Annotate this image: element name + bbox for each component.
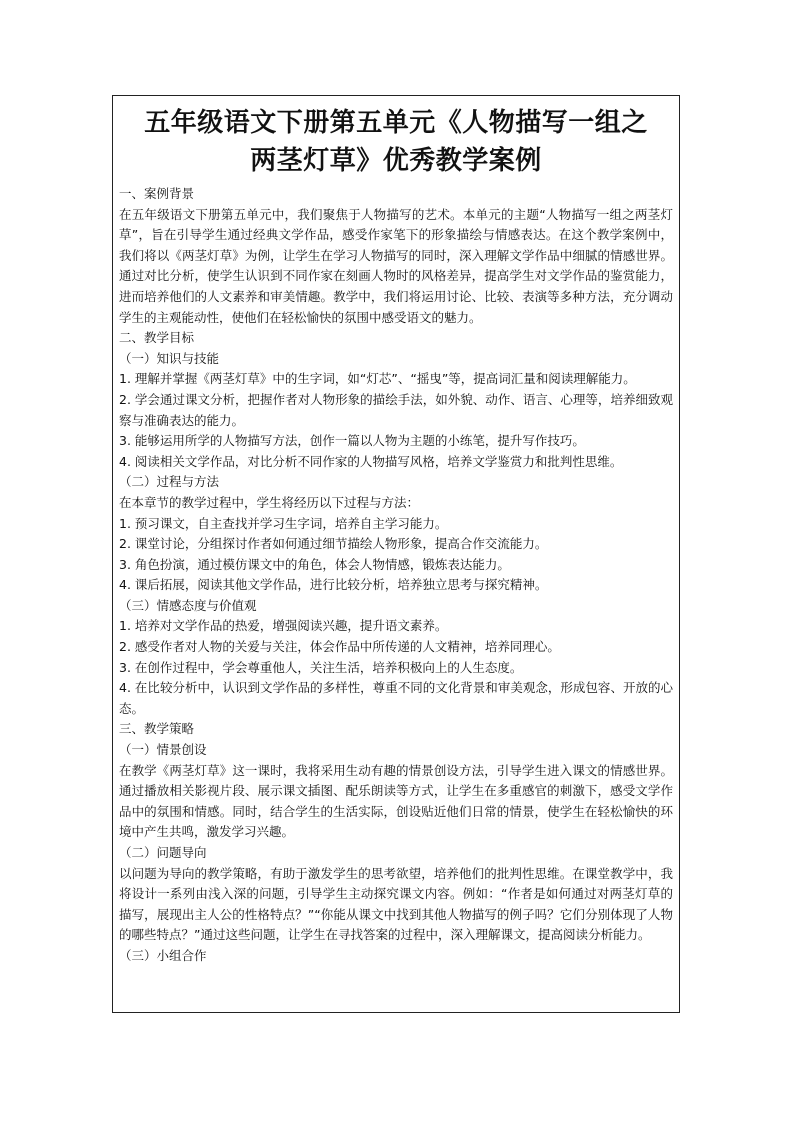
body-paragraph: 3. 能够运用所学的人物描写方法，创作一篇以人物为主题的小练笔，提升写作技巧。 xyxy=(119,433,585,449)
body-paragraph: 2. 课堂讨论，分组探讨作者如何通过细节描绘人物形象，提高合作交流能力。 xyxy=(119,536,548,552)
body-paragraph: 2. 学会通过课文分析，把握作者对人物形象的描绘手法，如外貌、动作、语言、心理等，培养细致观察与准确表达的能力。 xyxy=(119,391,673,428)
title-line-1: 五年级语文下册第五单元《人物描写一组之 xyxy=(144,108,648,138)
body-paragraph: 在本章节的教学过程中，学生将经历以下过程与方法： xyxy=(119,494,420,510)
title-line-2: 两茎灯草》优秀教学案例 xyxy=(250,146,542,176)
subsection-heading: （一）知识与技能 xyxy=(119,350,220,366)
document-page xyxy=(112,95,680,1013)
body-paragraph: 3. 在创作过程中，学会尊重他人，关注生活，培养积极向上的人生态度。 xyxy=(119,659,523,675)
section-heading: 一、案例背景 xyxy=(119,186,195,201)
document-content xyxy=(119,184,673,967)
body-paragraph: 1. 培养对文学作品的热爱，增强阅读兴趣，提升语文素养。 xyxy=(119,618,448,634)
body-paragraph: 4. 在比较分析中，认识到文学作品的多样性，尊重不同的文化背景和审美观念，形成包容、开放的心态。 xyxy=(119,680,673,716)
body-paragraph: 在教学《两茎灯草》这一课时，我将采用生动有趣的情景创设方法，引导学生进入课文的情感世界。通过播放相关影视片段、展示课文插图、配乐朗读等方式，让学生在多重感官的刺激下，感受文学作品中的氛围和情感。同时，结合学生的生活实际，创设贴近他们日常的情景，使学生在轻松愉快的环境中产生共鸣，激发学习兴趣。 xyxy=(119,762,673,840)
section-heading: 二、教学目标 xyxy=(119,330,195,346)
body-paragraph: 1. 预习课文，自主查找并学习生字词，培养自主学习能力。 xyxy=(119,515,448,531)
body-paragraph: 4. 阅读相关文学作品，对比分析不同作家的人物描写风格，培养文学鉴赏力和批判性思维。 xyxy=(119,453,623,469)
section-heading: 三、教学策略 xyxy=(119,721,195,737)
body-paragraph: 2. 感受作者对人物的关爱与关注，体会作品中所传递的人文精神，培养同理心。 xyxy=(119,639,560,655)
subsection-heading: （二）问题导向 xyxy=(119,845,207,860)
body-paragraph: 在五年级语文下册第五单元中，我们聚焦于人物描写的艺术。本单元的主题“人物描写一组之两茎灯草”，旨在引导学生通过经典文学作品，感受作家笔下的形象描绘与情感表达。在这个教学案例中，我们将以《两茎灯草》为例，让学生在学习人物描写的同时，深入理解文学作品中细腻的情感世界。通过对比分析，使学生认识到不同作家在刻画人物时的风格差异，提高学生对文学作品的鉴赏能力，进而培养他们的人文素养和审美情趣。教学中，我们将运用讨论、比较、表演等多种方法，充分调动学生的主观能动性，使他们在轻松愉快的氛围中感受语文的魅力。 xyxy=(119,206,673,325)
body-paragraph: 4. 课后拓展，阅读其他文学作品，进行比较分析，培养独立思考与探究精神。 xyxy=(119,577,548,593)
body-paragraph: 3. 角色扮演，通过模仿课文中的角色，体会人物情感，锻炼表达能力。 xyxy=(119,556,510,572)
subsection-heading: （三）情感态度与价值观 xyxy=(119,597,257,613)
document-title xyxy=(119,104,673,180)
body-paragraph: 以问题为导向的教学策略，有助于激发学生的思考欲望，培养他们的批判性思维。在课堂教学中，我将设计一系列由浅入深的问题，引导学生主动探究课文内容。例如：“作者是如何通过对两茎灯草的描写，展现出主人公的性格特点？”“你能从课文中找到其他人物描写的例子吗？它们分别体现了人物的哪些特点？”通过这些问题，让学生在寻找答案的过程中，深入理解课文，提高阅读分析能力。 xyxy=(119,865,673,943)
subsection-heading: （二）过程与方法 xyxy=(119,474,220,490)
body-paragraph: 1. 理解并掌握《两茎灯草》中的生字词，如“灯芯”、“摇曳”等，提高词汇量和阅读理解能力。 xyxy=(119,371,636,387)
subsection-heading: （三）小组合作 xyxy=(119,947,207,963)
subsection-heading: （一）情景创设 xyxy=(119,742,207,758)
document-body xyxy=(119,104,673,967)
